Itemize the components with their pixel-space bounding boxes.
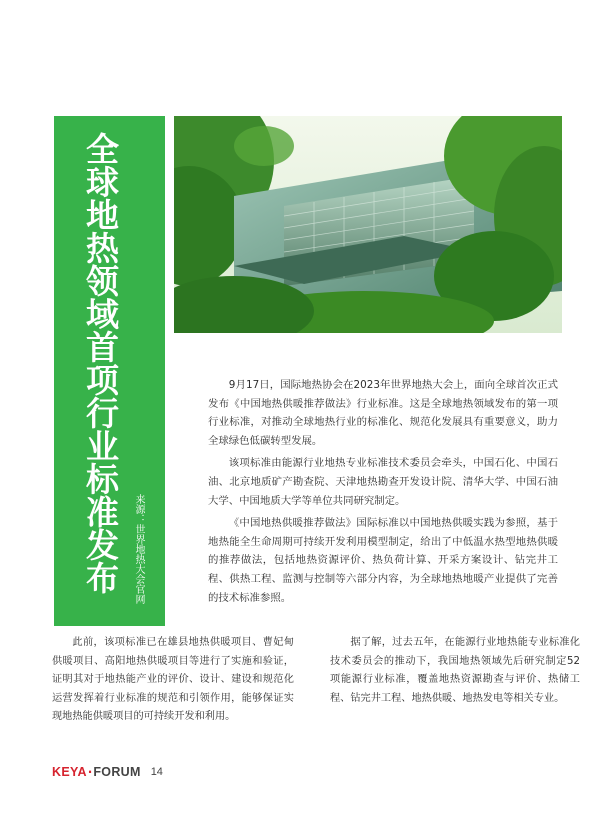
bottom-right-column [330,634,580,708]
brand-separator: · [87,765,93,779]
brand-keya: KEYA [52,765,87,779]
article-source: 来源：世界地热大会官网 [133,494,144,604]
brand-forum: FORUM [93,765,141,779]
bottom-left-column [52,634,294,727]
paragraph-3: 《中国地热供暖推荐做法》国际标准以中国地热供暖实践为参照，基于地热能全生命周期可持续开发利用模型制定，给出了中低温水热型地热供暖的推荐做法，包括地热资源评价、热负荷计算、开采方案设计、钻完井工程、供热工程、监测与控制等六部分内容，为全球地热地暖产业提供了完善的技术标准参照。 [208,517,558,604]
article-headline: 全球地热领域首项行业标准发布 [81,132,120,594]
bottom-left-paragraph: 此前，该项标准已在雄县地热供暖项目、曹妃甸供暖项目、高阳地热供暖项目等进行了实施和验证，证明其对于地热能产业的评价、设计、建设和规范化运营发挥着行业标准的规范和引领作用，能够保证实现地热能供暖项目的可持续开发和利用。 [52,637,294,723]
paragraph-1: 9月17日，国际地热协会在2023年世界地热大会上，面向全球首次正式发布《中国地热供暖推荐做法》行业标准。这是全球地热领域发布的第一项行业标准，对推动全球地热行业的标准化、规范化发展具有重要意义，助力全球绿色低碳转型发展。 [208,379,558,447]
page-footer [52,764,163,780]
hero-image [174,116,562,333]
green-building-illustration [174,116,562,333]
bottom-right-paragraph: 据了解，过去五年，在能源行业地热能专业标准化技术委员会的推动下，我国地热领域先后研究制定52 项能源行业标准，覆盖地热资源勘查与评价、热储工程、钻完井工程、地热供暖、地热发电等相关专业。 [330,637,580,704]
paragraph-2: 该项标准由能源行业地热专业标准技术委员会牵头，中国石化、中国石油、北京地质矿产勘查院、天津地热勘查开发设计院、清华大学、中国石油大学、中国地质大学等单位共同研究制定。 [208,457,558,507]
page-number: 14 [150,766,163,778]
article-body [208,376,558,611]
